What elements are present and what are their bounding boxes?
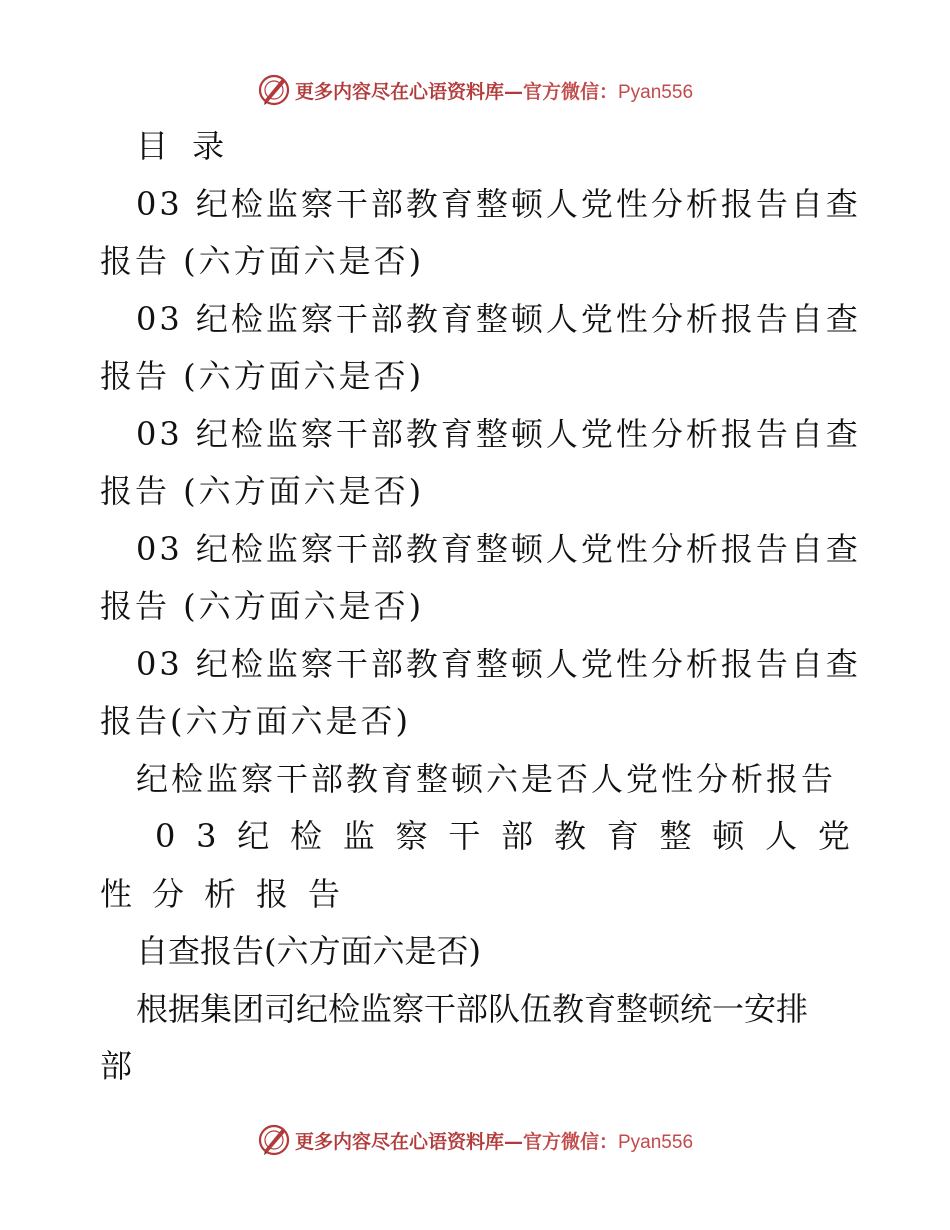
spread-char: 察 (395, 817, 428, 855)
body-paragraph-line1: 根据集团司纪检监察干部队伍教育整顿统一安排 (136, 989, 809, 1028)
toc-entry-3-line1: 03 纪检监察干部教育整顿人党性分析报告自查 (136, 414, 861, 453)
banner-separator: — (503, 1130, 523, 1153)
spread-char: 监 (342, 817, 375, 855)
spread-char: 育 (606, 817, 639, 855)
toc-entry-3-line2: 报告 (六方面六是否) (100, 472, 425, 510)
report-subtitle: 自查报告(六方面六是否) (136, 932, 481, 970)
spread-char: 部 (501, 817, 534, 855)
toc-entry-4-line1: 03 纪检监察干部教育整顿人党性分析报告自查 (136, 529, 861, 568)
spread-char: 教 (553, 817, 586, 855)
document-body (100, 118, 861, 1096)
banner-separator: — (503, 80, 523, 103)
banner-wechat-label: 官方微信： (522, 1130, 618, 1153)
toc-entry-1-line2: 报告 (六方面六是否) (100, 242, 425, 280)
spread-char: 告 (307, 874, 340, 913)
toc-heading: 目 录 (136, 127, 232, 165)
spread-char: 报 (255, 874, 288, 913)
spread-char: 顿 (712, 817, 745, 855)
toc-entry-2-line2: 报告 (六方面六是否) (100, 357, 425, 395)
toc-entry-2-line1: 03 纪检监察干部教育整顿人党性分析报告自查 (136, 299, 861, 338)
quill-logo-icon (257, 73, 291, 107)
spread-title-line1 (100, 808, 850, 866)
spread-char: 3 (196, 817, 217, 855)
spread-title-line2 (100, 866, 850, 924)
header-banner (0, 70, 950, 110)
spread-char: 检 (290, 817, 323, 855)
banner-promo-text: 更多内容尽在心语资料库 (294, 1130, 504, 1153)
spread-char: 0 (155, 817, 176, 855)
banner-wechat-id: Pyan556 (618, 1131, 694, 1153)
toc-entry-5-line2: 报告(六方面六是否) (100, 702, 411, 740)
spread-char: 析 (203, 874, 236, 913)
body-paragraph-line2: 部 (100, 1047, 133, 1085)
toc-entry-4-line2: 报告 (六方面六是否) (100, 587, 425, 625)
toc-entry-1-line1: 03 纪检监察干部教育整顿人党性分析报告自查 (136, 184, 861, 223)
footer-banner (0, 1120, 950, 1160)
spread-char: 党 (817, 817, 850, 855)
banner-promo-text: 更多内容尽在心语资料库 (294, 80, 504, 103)
banner-text (295, 1127, 693, 1154)
banner-wechat-id: Pyan556 (618, 81, 694, 103)
spread-char: 整 (659, 817, 692, 855)
spread-char: 干 (448, 817, 481, 855)
report-title-line: 纪检监察干部教育整顿六是否人党性分析报告 (136, 759, 837, 798)
spread-char: 性 (100, 874, 133, 913)
banner-wechat-label: 官方微信： (522, 80, 618, 103)
banner-text (295, 77, 693, 104)
toc-entry-5-line1: 03 纪检监察干部教育整顿人党性分析报告自查 (136, 644, 861, 683)
spread-char: 纪 (237, 817, 270, 855)
quill-logo-icon (257, 1123, 291, 1157)
spread-char: 人 (765, 817, 798, 855)
spread-char: 分 (151, 874, 184, 913)
